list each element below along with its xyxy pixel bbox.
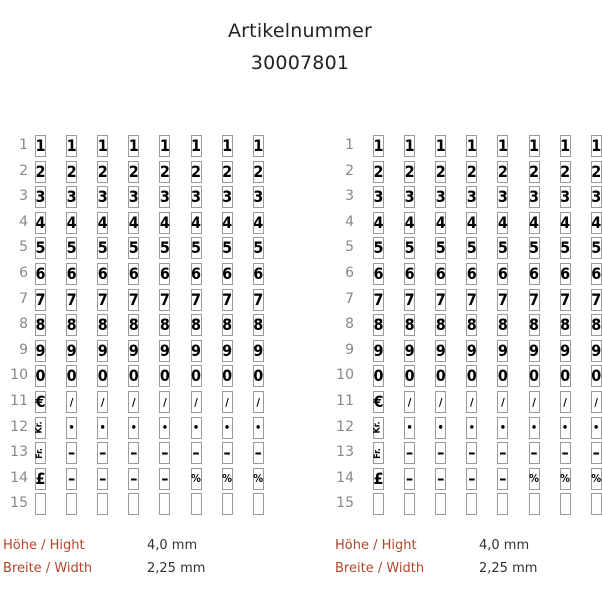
character-cell: – <box>499 468 507 488</box>
character-cell: 4 <box>35 212 46 232</box>
character-cell: 3 <box>66 187 77 207</box>
character-cell: 9 <box>404 340 415 360</box>
character-cell: • <box>529 417 540 439</box>
character-cell: 2 <box>222 161 233 181</box>
character-cell: 6 <box>591 264 602 283</box>
character-cell: 0 <box>253 366 264 386</box>
character-cell: 9 <box>97 340 108 360</box>
character-cell: 4 <box>253 212 264 232</box>
character-cell: 0 <box>529 366 540 386</box>
row-number: 1 <box>345 137 354 153</box>
character-cell: 6 <box>560 264 571 283</box>
character-cell: 1 <box>560 136 571 155</box>
character-cell: 4 <box>529 212 540 232</box>
character-cell: € <box>35 392 46 411</box>
character-cell: 1 <box>373 136 384 155</box>
character-cell: 3 <box>404 187 415 207</box>
character-cell: % <box>560 468 571 490</box>
character-cell: 5 <box>435 238 446 258</box>
article-number: 30007801 <box>250 52 350 74</box>
character-cell: 5 <box>466 238 477 258</box>
character-cell: – <box>437 468 445 488</box>
character-cell: / <box>66 391 77 413</box>
character-cell <box>497 493 508 515</box>
character-cell: 2 <box>66 161 77 181</box>
character-cell: 8 <box>497 315 508 335</box>
character-cell: – <box>67 443 76 463</box>
character-cell: 5 <box>35 238 46 258</box>
height-label: Höhe / Hight <box>335 538 417 553</box>
character-cell <box>35 442 46 464</box>
row-number: 13 <box>10 444 28 461</box>
character-cell: 3 <box>435 187 446 207</box>
character-cell: 2 <box>497 161 508 181</box>
character-cell: 8 <box>97 315 108 335</box>
row-number: 13 <box>336 444 354 461</box>
row-number: 14 <box>336 469 354 486</box>
character-cell: 7 <box>35 289 46 309</box>
row-number: 15 <box>10 495 28 512</box>
character-cell: 1 <box>404 136 415 155</box>
character-cell: 0 <box>159 366 170 386</box>
character-cell: 8 <box>466 315 477 335</box>
character-cell <box>404 493 415 515</box>
character-cell: • <box>466 417 477 439</box>
row-number: 14 <box>10 469 28 486</box>
character-cell: 7 <box>97 289 108 309</box>
character-cell: 3 <box>191 187 202 207</box>
character-cell: 7 <box>159 289 170 309</box>
row-number: 8 <box>19 316 28 333</box>
character-cell: • <box>66 417 77 439</box>
character-cell: 0 <box>404 366 415 386</box>
character-cell: – <box>437 443 445 463</box>
article-title: Artikelnummer <box>227 20 373 42</box>
row-number: 3 <box>19 188 28 205</box>
character-cell: 7 <box>435 289 446 309</box>
character-cell: 9 <box>560 340 571 360</box>
character-cell: 3 <box>591 187 602 207</box>
character-cell: – <box>67 468 76 488</box>
character-cell: • <box>222 417 233 439</box>
character-cell: 1 <box>253 136 264 155</box>
character-cell <box>191 493 202 515</box>
character-cell: / <box>97 391 108 413</box>
character-cell: • <box>404 417 415 439</box>
character-cell: • <box>435 417 446 439</box>
character-cell <box>591 493 602 515</box>
character-cell: – <box>468 443 476 463</box>
character-cell: 5 <box>591 238 602 258</box>
character-cell: % <box>191 468 202 490</box>
character-cell: 1 <box>497 136 508 155</box>
character-cell: 4 <box>560 212 571 232</box>
character-cell <box>560 493 571 515</box>
row-number: 6 <box>345 265 354 281</box>
character-cell: 8 <box>35 315 46 335</box>
row-number: 9 <box>19 341 28 358</box>
character-cell: 0 <box>222 366 233 386</box>
character-cell: 1 <box>435 136 446 155</box>
character-cell: 0 <box>191 366 202 386</box>
character-cell: 5 <box>404 238 415 258</box>
row-number: 2 <box>19 162 28 179</box>
character-cell: 7 <box>497 289 508 309</box>
character-cell: 3 <box>466 187 477 207</box>
character-cell: 9 <box>66 340 77 360</box>
character-cell <box>66 493 77 515</box>
character-cell: 0 <box>128 366 139 386</box>
character-cell: – <box>592 443 600 463</box>
character-cell: 7 <box>529 289 540 309</box>
character-cell: – <box>405 443 414 463</box>
character-cell: 1 <box>191 136 202 155</box>
character-cell: 4 <box>159 212 170 232</box>
character-cell <box>128 493 139 515</box>
character-cell: – <box>223 443 231 463</box>
character-cell: – <box>254 443 262 463</box>
character-cell: – <box>161 443 169 463</box>
character-cell: 9 <box>529 340 540 360</box>
character-cell: 3 <box>97 187 108 207</box>
character-cell: – <box>99 468 107 488</box>
character-cell: 7 <box>466 289 477 309</box>
width-label: Breite / Width <box>335 561 425 576</box>
width-label: Breite / Width <box>3 561 93 576</box>
character-cell: 0 <box>66 366 77 386</box>
character-cell: 6 <box>66 264 77 283</box>
character-cell: 2 <box>253 161 264 181</box>
rotated-label: Fr. <box>373 447 383 459</box>
character-cell: 8 <box>222 315 233 335</box>
character-cell <box>435 493 446 515</box>
character-cell: 5 <box>373 238 384 258</box>
character-cell: 6 <box>159 264 170 283</box>
character-cell: 1 <box>466 136 477 155</box>
character-cell: – <box>99 443 107 463</box>
character-cell: 0 <box>97 366 108 386</box>
character-cell: 9 <box>466 340 477 360</box>
character-cell: 0 <box>373 366 384 386</box>
character-cell: • <box>497 417 508 439</box>
character-cell: 6 <box>128 264 139 283</box>
character-cell <box>373 493 384 515</box>
row-number: 1 <box>19 137 28 153</box>
character-cell <box>222 493 233 515</box>
character-cell: / <box>128 391 139 413</box>
row-number: 7 <box>19 290 28 307</box>
character-cell: 1 <box>35 136 46 155</box>
character-cell: 8 <box>66 315 77 335</box>
character-cell: 9 <box>159 340 170 360</box>
character-cell: 4 <box>97 212 108 232</box>
row-number: 8 <box>345 316 354 333</box>
character-cell: 5 <box>253 238 264 258</box>
character-cell: 1 <box>591 136 602 155</box>
character-cell: • <box>253 417 264 439</box>
character-cell: 3 <box>253 187 264 207</box>
character-cell: 6 <box>497 264 508 283</box>
rotated-label: Fr. <box>35 447 45 459</box>
character-cell: 3 <box>560 187 571 207</box>
character-cell: • <box>159 417 170 439</box>
character-cell: 4 <box>435 212 446 232</box>
character-cell: 5 <box>497 238 508 258</box>
character-cell: / <box>159 391 170 413</box>
character-cell: 9 <box>191 340 202 360</box>
character-cell: 3 <box>222 187 233 207</box>
height-value: 4,0 mm <box>479 538 530 553</box>
character-cell: – <box>130 468 138 488</box>
character-cell: £ <box>35 468 46 488</box>
row-number: 11 <box>10 393 28 409</box>
character-cell: 6 <box>435 264 446 283</box>
character-cell: 0 <box>560 366 571 386</box>
row-number: 5 <box>345 239 354 256</box>
character-cell: 5 <box>66 238 77 258</box>
character-cell: 2 <box>591 161 602 181</box>
character-cell: 9 <box>35 340 46 360</box>
character-cell: 5 <box>159 238 170 258</box>
character-cell: 9 <box>497 340 508 360</box>
character-cell <box>35 493 46 515</box>
character-cell: 8 <box>404 315 415 335</box>
character-cell: – <box>530 443 538 463</box>
character-cell: 0 <box>497 366 508 386</box>
character-cell: – <box>468 468 476 488</box>
character-cell: 4 <box>404 212 415 232</box>
row-number: 11 <box>336 393 354 409</box>
character-cell: £ <box>373 468 384 488</box>
row-number: 10 <box>10 367 28 384</box>
character-cell: – <box>405 468 414 488</box>
character-cell <box>466 493 477 515</box>
character-cell: 1 <box>159 136 170 155</box>
row-number: 9 <box>345 341 354 358</box>
character-cell: 3 <box>529 187 540 207</box>
character-cell: 6 <box>191 264 202 283</box>
character-cell: 1 <box>529 136 540 155</box>
character-cell: / <box>435 391 446 413</box>
character-cell: / <box>591 391 602 413</box>
character-cell: 3 <box>159 187 170 207</box>
character-cell: 8 <box>191 315 202 335</box>
character-cell: 0 <box>435 366 446 386</box>
character-cell: / <box>560 391 571 413</box>
character-cell: 8 <box>159 315 170 335</box>
character-cell: / <box>253 391 264 413</box>
character-cell: 4 <box>497 212 508 232</box>
character-cell: 3 <box>35 187 46 207</box>
character-cell <box>253 493 264 515</box>
row-number: 7 <box>345 290 354 307</box>
row-number: 2 <box>345 162 354 179</box>
character-cell: 5 <box>560 238 571 258</box>
character-cell: 8 <box>529 315 540 335</box>
character-cell: 8 <box>591 315 602 335</box>
row-number: 15 <box>336 495 354 512</box>
character-cell: 7 <box>191 289 202 309</box>
character-cell: 6 <box>35 264 46 283</box>
height-value: 4,0 mm <box>147 538 198 553</box>
rotated-label: Kr. <box>35 421 46 434</box>
character-cell: – <box>499 443 507 463</box>
character-cell: 1 <box>128 136 139 155</box>
character-cell: • <box>591 417 602 439</box>
character-cell: 6 <box>529 264 540 283</box>
character-cell: 7 <box>560 289 571 309</box>
character-cell: • <box>97 417 108 439</box>
character-cell <box>373 417 384 439</box>
character-cell: 5 <box>97 238 108 258</box>
character-cell: 1 <box>66 136 77 155</box>
character-cell: • <box>191 417 202 439</box>
character-cell: • <box>560 417 571 439</box>
character-cell: / <box>222 391 233 413</box>
character-cell: 2 <box>97 161 108 181</box>
character-cell: % <box>591 468 602 490</box>
character-cell: 2 <box>404 161 415 181</box>
character-cell: € <box>373 392 384 411</box>
character-cell: / <box>404 391 415 413</box>
character-cell: % <box>222 468 233 490</box>
row-number: 10 <box>336 367 354 384</box>
character-cell: 1 <box>97 136 108 155</box>
character-cell: 6 <box>253 264 264 283</box>
character-cell: 9 <box>128 340 139 360</box>
character-cell: % <box>253 468 264 490</box>
character-cell: • <box>128 417 139 439</box>
character-cell: 5 <box>191 238 202 258</box>
character-cell: 9 <box>373 340 384 360</box>
character-cell: / <box>191 391 202 413</box>
row-number: 12 <box>336 418 354 435</box>
character-cell: 7 <box>222 289 233 309</box>
character-cell: 2 <box>128 161 139 181</box>
row-number: 12 <box>10 418 28 435</box>
character-cell: 8 <box>560 315 571 335</box>
character-cell: 7 <box>591 289 602 309</box>
character-cell: 8 <box>373 315 384 335</box>
character-cell: 4 <box>373 212 384 232</box>
character-cell: 4 <box>128 212 139 232</box>
character-cell: 4 <box>191 212 202 232</box>
character-cell <box>97 493 108 515</box>
character-cell: 9 <box>435 340 446 360</box>
character-cell: 7 <box>66 289 77 309</box>
character-cell: 4 <box>222 212 233 232</box>
character-cell: / <box>497 391 508 413</box>
character-cell: 2 <box>560 161 571 181</box>
row-number: 4 <box>345 213 354 230</box>
character-cell: 2 <box>373 161 384 181</box>
character-cell: 9 <box>591 340 602 360</box>
character-cell: 2 <box>159 161 170 181</box>
character-cell: 6 <box>373 264 384 283</box>
character-cell: 6 <box>97 264 108 283</box>
character-cell: 9 <box>222 340 233 360</box>
character-cell: – <box>130 443 138 463</box>
character-cell: – <box>192 443 200 463</box>
width-value: 2,25 mm <box>147 561 206 576</box>
width-value: 2,25 mm <box>479 561 538 576</box>
row-number: 3 <box>345 188 354 205</box>
character-cell: 4 <box>66 212 77 232</box>
character-cell: 0 <box>591 366 602 386</box>
row-number: 6 <box>19 265 28 281</box>
character-cell <box>159 493 170 515</box>
character-cell <box>35 417 46 439</box>
height-label: Höhe / Hight <box>3 538 85 553</box>
character-cell: 5 <box>529 238 540 258</box>
character-cell: 6 <box>404 264 415 283</box>
character-cell: / <box>466 391 477 413</box>
rotated-label: Kr. <box>373 421 384 434</box>
row-number: 5 <box>19 239 28 256</box>
character-cell: 7 <box>253 289 264 309</box>
character-cell: 8 <box>253 315 264 335</box>
character-cell: 6 <box>222 264 233 283</box>
character-cell: 8 <box>435 315 446 335</box>
character-cell: 2 <box>529 161 540 181</box>
character-cell: 1 <box>222 136 233 155</box>
character-cell: 5 <box>222 238 233 258</box>
character-cell: 2 <box>35 161 46 181</box>
row-number: 4 <box>19 213 28 230</box>
character-cell: 7 <box>404 289 415 309</box>
character-cell: 3 <box>497 187 508 207</box>
character-cell: 6 <box>466 264 477 283</box>
character-cell <box>529 493 540 515</box>
character-cell: 4 <box>466 212 477 232</box>
character-cell: 9 <box>253 340 264 360</box>
character-cell: 2 <box>435 161 446 181</box>
character-cell: 2 <box>466 161 477 181</box>
character-cell: 0 <box>466 366 477 386</box>
character-cell: 4 <box>591 212 602 232</box>
character-cell: 7 <box>373 289 384 309</box>
character-cell: 2 <box>191 161 202 181</box>
character-cell: – <box>561 443 569 463</box>
character-cell: 7 <box>128 289 139 309</box>
character-cell: 5 <box>128 238 139 258</box>
character-cell: 0 <box>35 366 46 386</box>
character-cell: / <box>529 391 540 413</box>
character-cell: 8 <box>128 315 139 335</box>
character-cell: % <box>529 468 540 490</box>
character-cell: 3 <box>128 187 139 207</box>
character-cell: 3 <box>373 187 384 207</box>
character-cell <box>373 442 384 464</box>
character-cell: – <box>161 468 169 488</box>
